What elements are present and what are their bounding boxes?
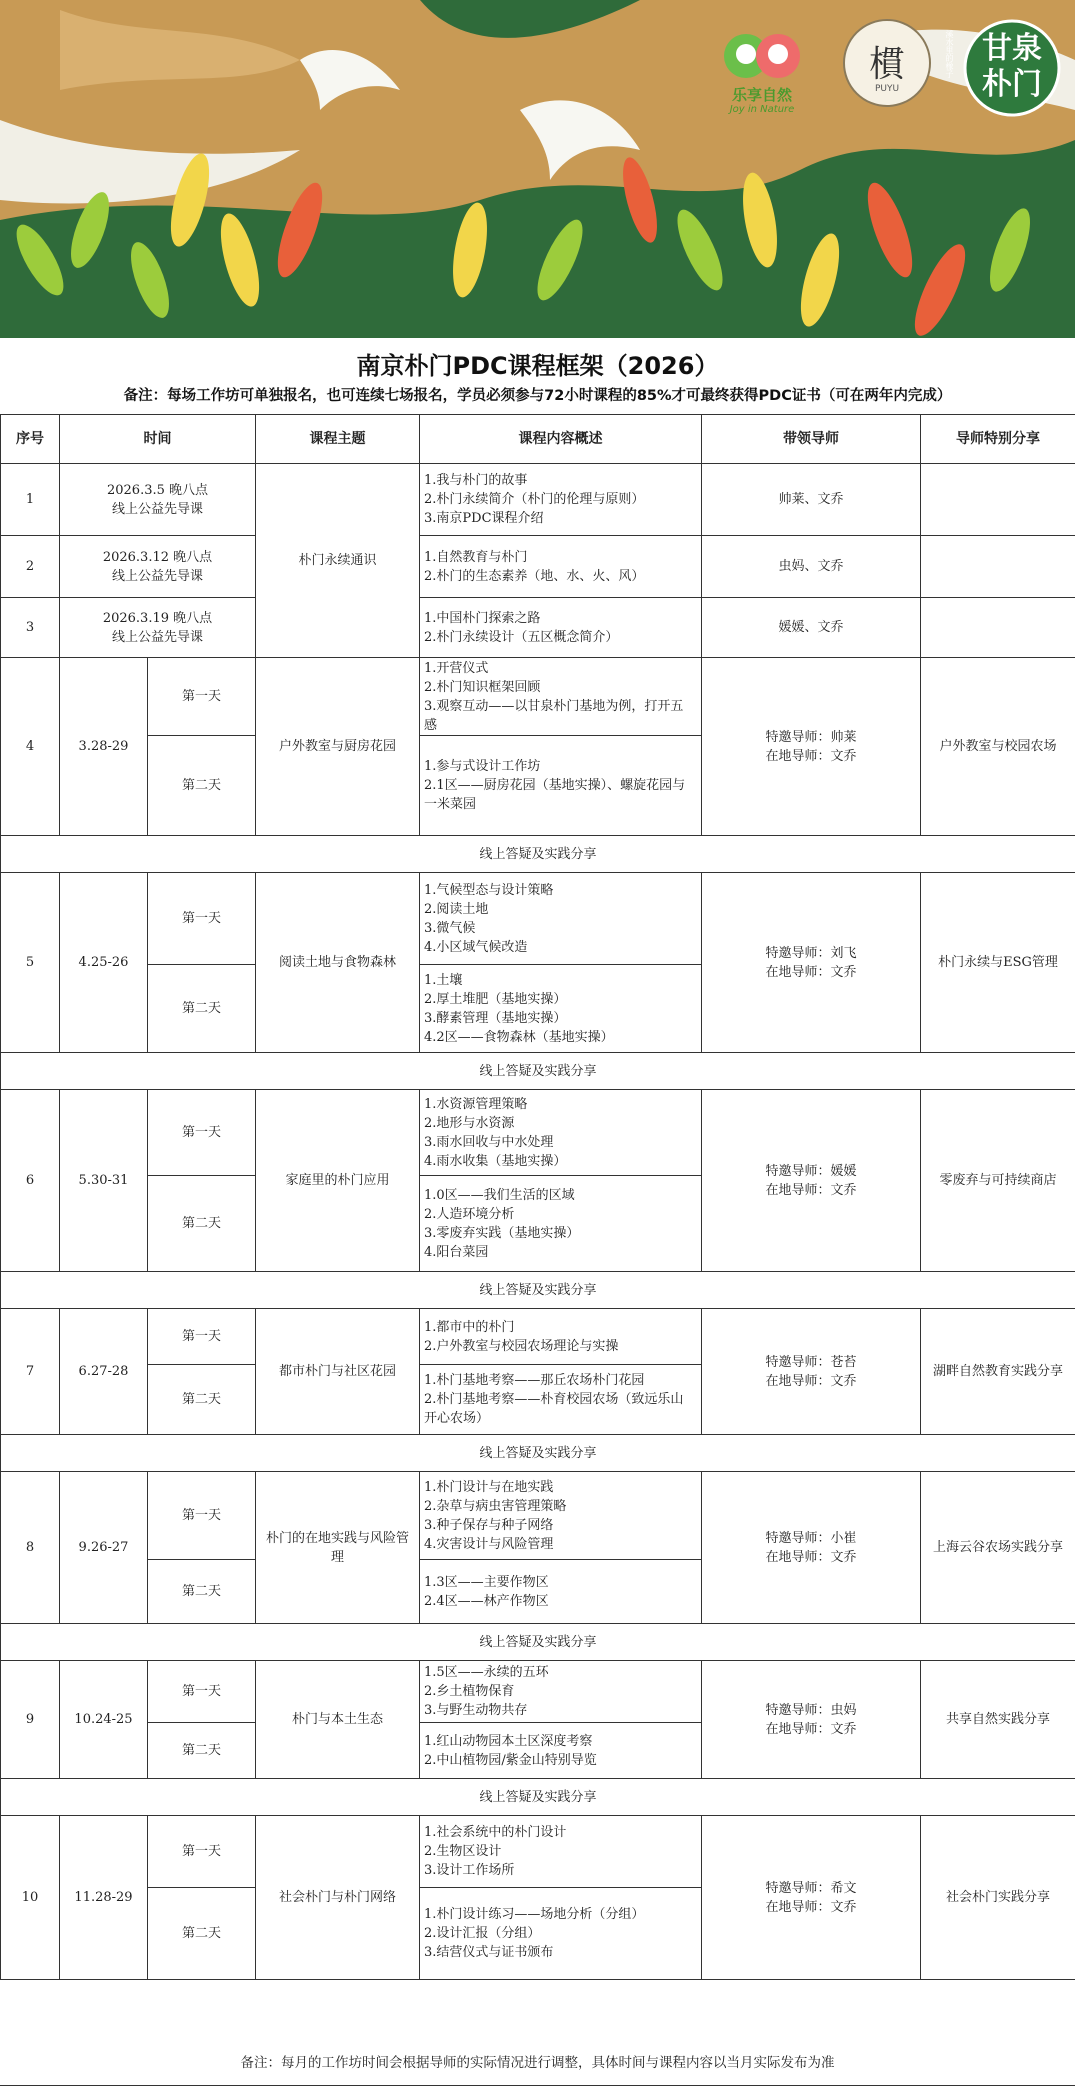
table-row [1, 536, 1075, 598]
content-line: 1.朴门设计与在地实践 [424, 1479, 554, 1495]
row-day-label: 第一天 [148, 873, 256, 965]
content-line: 2.1区——厨房花园（基地实操）、螺旋花园与一米菜园 [424, 778, 686, 812]
content-line: 特邀导师：虫妈 [765, 1702, 857, 1718]
content-line: 1.气候型态与设计策略 [424, 882, 554, 898]
content-line: 4.2区——食物森林（基地实操） [424, 1029, 614, 1045]
qa-row [1, 1779, 1075, 1816]
content-line: 3.雨水回收与中水处理 [424, 1134, 554, 1150]
qa-row [1, 836, 1075, 873]
header-no: 序号 [1, 415, 60, 464]
row-day-label: 第二天 [148, 1176, 256, 1272]
lexiang-logo [706, 18, 818, 115]
row-mentor: 虫妈、文乔 [702, 536, 921, 598]
table-row [1, 1472, 1075, 1560]
content-line: 4.灾害设计与风险管理 [424, 1536, 554, 1552]
content-line: 3.微气候 [424, 920, 476, 936]
row-mentor [702, 1090, 921, 1272]
content-line: 1.红山动物园本土区深度考察 [424, 1733, 593, 1749]
content-line: 特邀导师：刘飞 [765, 945, 857, 961]
row-content [420, 1176, 702, 1272]
content-line: 2.朴门基地考察——朴育校园农场（致远乐山开心农场） [424, 1392, 684, 1426]
header-time: 时间 [60, 415, 256, 464]
content-line: 2.户外教室与校园农场理论与实操 [424, 1338, 619, 1354]
row-content [420, 1560, 702, 1624]
content-line: 在地导师：文乔 [765, 964, 857, 980]
row-number: 7 [1, 1309, 60, 1435]
schedule-table-wrap [0, 414, 1075, 1980]
row-time: 10.24-25 [60, 1661, 148, 1779]
row-content [420, 536, 702, 598]
row-day-label: 第一天 [148, 1472, 256, 1560]
puyu-logo-subtext: PUYU [874, 84, 900, 94]
row-share: 零废弃与可持续商店 [921, 1090, 1075, 1272]
row-content [420, 1661, 702, 1723]
row-content [420, 1723, 702, 1779]
row-day-label: 第二天 [148, 1365, 256, 1435]
table-row [1, 464, 1075, 536]
row-mentor [702, 1816, 921, 1980]
row-day-label: 第二天 [148, 1560, 256, 1624]
content-line: 1.自然教育与朴门 [424, 549, 528, 565]
row-content [420, 1472, 702, 1560]
content-line: 在地导师：文乔 [765, 1721, 857, 1737]
qa-label: 线上答疑及实践分享 [1, 1779, 1075, 1816]
row-mentor [702, 1472, 921, 1624]
content-line: 2.乡土植物保育 [424, 1684, 515, 1699]
content-line: 3.观察互动——以甘泉朴门基地为例，打开五感 [424, 698, 684, 733]
row-time: 6.27-28 [60, 1309, 148, 1435]
content-line: 特邀导师：苍苔 [765, 1354, 857, 1370]
row-number: 5 [1, 873, 60, 1053]
row-share: 共享自然实践分享 [921, 1661, 1075, 1779]
puyu-logo [842, 18, 932, 108]
row-time [60, 536, 256, 598]
row-time [60, 598, 256, 658]
row-share: 户外教室与校园农场 [921, 658, 1075, 836]
content-line: 1.0区——我们生活的区域 [424, 1187, 575, 1203]
content-line: 2.阅读土地 [424, 901, 489, 917]
content-line: 2.杂草与病虫害管理策略 [424, 1498, 567, 1514]
row-mentor [702, 1309, 921, 1435]
puyu-logo-char: 樌 [868, 44, 905, 85]
content-line: 2.设计汇报（分组） [424, 1926, 541, 1941]
row-topic: 朴门与本土生态 [256, 1661, 420, 1779]
footer-note: 备注：每月的工作坊时间会根据导师的实际情况进行调整，具体时间与课程内容以当月实际发布为准 [240, 2055, 835, 2071]
row-time: 11.28-29 [60, 1816, 148, 1980]
row-number: 9 [1, 1661, 60, 1779]
row-share [921, 598, 1075, 658]
row-number: 6 [1, 1090, 60, 1272]
table-row [1, 598, 1075, 658]
page-title: 南京朴门PDC课程框架（2026） [356, 352, 719, 380]
content-line: 1.都市中的朴门 [424, 1319, 515, 1335]
content-line: 2.地形与水资源 [424, 1115, 515, 1131]
puyu-side-text: 溪水里的橡子 [945, 30, 954, 78]
content-line: 4.小区域气候改造 [424, 939, 528, 955]
content-line: 1.5区——永续的五环 [424, 1665, 549, 1680]
ganquan-logo [962, 18, 1062, 118]
content-line: 4.雨水收集（基地实操） [424, 1153, 567, 1169]
content-line: 1.土壤 [424, 972, 463, 988]
row-share: 上海云谷农场实践分享 [921, 1472, 1075, 1624]
content-line: 1.社会系统中的朴门设计 [424, 1825, 567, 1840]
content-line: 1.水资源管理策略 [424, 1096, 528, 1112]
row-number: 10 [1, 1816, 60, 1980]
content-line: 线上公益先导课 [111, 629, 203, 645]
content-line: 4.阳台菜园 [424, 1244, 489, 1260]
row-content [420, 736, 702, 836]
content-line: 2026.3.19 晚八点 [102, 610, 213, 626]
row-time: 3.28-29 [60, 658, 148, 836]
row-content [420, 965, 702, 1053]
content-line: 线上公益先导课 [111, 568, 203, 584]
qa-label: 线上答疑及实践分享 [1, 1624, 1075, 1661]
schedule-table [0, 414, 1075, 1980]
content-line: 3.与野生动物共存 [424, 1703, 528, 1718]
row-content [420, 1090, 702, 1176]
qa-label: 线上答疑及实践分享 [1, 1272, 1075, 1309]
row-share: 湖畔自然教育实践分享 [921, 1309, 1075, 1435]
row-topic: 朴门的在地实践与风险管理 [256, 1472, 420, 1624]
row-mentor: 帅莱、文乔 [702, 464, 921, 536]
content-line: 1.3区——主要作物区 [424, 1574, 549, 1590]
header-mentor: 带领导师 [702, 415, 921, 464]
qa-label: 线上答疑及实践分享 [1, 1053, 1075, 1090]
qa-label: 线上答疑及实践分享 [1, 836, 1075, 873]
row-share [921, 464, 1075, 536]
row-content [420, 1309, 702, 1365]
row-time [60, 464, 256, 536]
content-line: 2.生物区设计 [424, 1844, 502, 1859]
content-line: 在地导师：文乔 [765, 1182, 857, 1198]
table-row [1, 873, 1075, 965]
content-line: 3.结营仪式与证书颁布 [424, 1945, 554, 1960]
row-number: 2 [1, 536, 60, 598]
content-line: 2026.3.5 晚八点 [106, 482, 209, 498]
content-line: 3.零废弃实践（基地实操） [424, 1225, 580, 1241]
banner [0, 0, 1075, 338]
row-time: 9.26-27 [60, 1472, 148, 1624]
row-topic: 都市朴门与社区花园 [256, 1309, 420, 1435]
content-line: 在地导师：文乔 [765, 1899, 857, 1915]
footer-divider [0, 2085, 1075, 2086]
ganquan-logo-text: 甘泉 [982, 31, 1042, 66]
row-topic: 朴门永续通识 [256, 464, 420, 658]
content-line: 3.南京PDC课程介绍 [424, 511, 544, 526]
content-line: 特邀导师：媛媛 [765, 1163, 857, 1179]
row-number: 1 [1, 464, 60, 536]
row-number: 8 [1, 1472, 60, 1624]
content-line: 2.朴门的生态素养（地、水、火、风） [424, 568, 645, 584]
row-topic: 户外教室与厨房花园 [256, 658, 420, 836]
table-row [1, 658, 1075, 736]
title-area [0, 338, 1075, 414]
content-line: 1.朴门设计练习——场地分析（分组） [424, 1907, 645, 1922]
row-day-label: 第一天 [148, 1090, 256, 1176]
qa-row [1, 1053, 1075, 1090]
row-day-label: 第二天 [148, 1888, 256, 1980]
row-content [420, 598, 702, 658]
row-day-label: 第一天 [148, 1309, 256, 1365]
qa-row [1, 1435, 1075, 1472]
row-number: 3 [1, 598, 60, 658]
content-line: 在地导师：文乔 [765, 1549, 857, 1565]
qa-row [1, 1624, 1075, 1661]
row-content [420, 1816, 702, 1888]
table-header-row [1, 415, 1075, 464]
row-day-label: 第一天 [148, 1816, 256, 1888]
pumen-logo-text: 朴门 [982, 67, 1042, 102]
table-row [1, 1090, 1075, 1176]
row-day-label: 第二天 [148, 736, 256, 836]
content-line: 2.厚土堆肥（基地实操） [424, 991, 567, 1007]
content-line: 特邀导师：帅莱 [765, 729, 857, 745]
content-line: 2.4区——林产作物区 [424, 1593, 549, 1609]
content-line: 特邀导师：希文 [765, 1880, 857, 1896]
content-line: 1.我与朴门的故事 [424, 473, 528, 488]
content-line: 2.中山植物园/紫金山特别导览 [424, 1752, 597, 1768]
row-content [420, 1365, 702, 1435]
row-topic: 社会朴门与朴门网络 [256, 1816, 420, 1980]
row-content [420, 873, 702, 965]
row-day-label: 第一天 [148, 1661, 256, 1723]
lexiang-logo-text: 乐享自然 [731, 86, 792, 104]
row-share: 社会朴门实践分享 [921, 1816, 1075, 1980]
content-line: 2.人造环境分析 [424, 1206, 515, 1222]
qa-row [1, 1272, 1075, 1309]
content-line: 2.朴门永续简介（朴门的伦理与原则） [424, 492, 645, 507]
table-row [1, 1309, 1075, 1365]
row-mentor [702, 873, 921, 1053]
qa-label: 线上答疑及实践分享 [1, 1435, 1075, 1472]
content-line: 2026.3.12 晚八点 [102, 549, 213, 565]
header-topic: 课程主题 [256, 415, 420, 464]
row-time: 5.30-31 [60, 1090, 148, 1272]
row-topic: 阅读土地与食物森林 [256, 873, 420, 1053]
row-content [420, 658, 702, 736]
content-line: 在地导师：文乔 [765, 1373, 857, 1389]
content-line: 特邀导师：小崔 [765, 1530, 857, 1546]
content-line: 1.参与式设计工作坊 [424, 759, 541, 774]
header-share: 导师特别分享 [921, 415, 1075, 464]
row-time: 4.25-26 [60, 873, 148, 1053]
row-share: 朴门永续与ESG管理 [921, 873, 1075, 1053]
content-line: 1.中国朴门探索之路 [424, 610, 541, 626]
header-content: 课程内容概述 [420, 415, 702, 464]
table-row [1, 1661, 1075, 1723]
row-share [921, 536, 1075, 598]
content-line: 3.酵素管理（基地实操） [424, 1010, 567, 1026]
row-day-label: 第二天 [148, 965, 256, 1053]
table-row [1, 1816, 1075, 1888]
lexiang-logo-subtext: Joy in Nature [729, 104, 795, 115]
row-content [420, 464, 702, 536]
row-content [420, 1888, 702, 1980]
enrollment-note: 备注：每场工作坊可单独报名，也可连续七场报名，学员必须参与72小时课程的85%才可最终获得PDC证书（可在两年内完成） [123, 388, 952, 404]
row-mentor: 媛媛、文乔 [702, 598, 921, 658]
row-mentor [702, 1661, 921, 1779]
content-line: 在地导师：文乔 [765, 748, 857, 764]
row-day-label: 第二天 [148, 1723, 256, 1779]
content-line: 1.朴门基地考察——那丘农场朴门花园 [424, 1373, 645, 1388]
content-line: 1.开营仪式 [424, 660, 489, 676]
content-line: 线上公益先导课 [111, 501, 203, 517]
row-day-label: 第一天 [148, 658, 256, 736]
content-line: 3.种子保存与种子网络 [424, 1517, 554, 1533]
row-topic: 家庭里的朴门应用 [256, 1090, 420, 1272]
row-mentor [702, 658, 921, 836]
row-number: 4 [1, 658, 60, 836]
content-line: 3.设计工作场所 [424, 1863, 515, 1878]
content-line: 2.朴门知识框架回顾 [424, 679, 541, 695]
content-line: 2.朴门永续设计（五区概念简介） [424, 629, 619, 645]
